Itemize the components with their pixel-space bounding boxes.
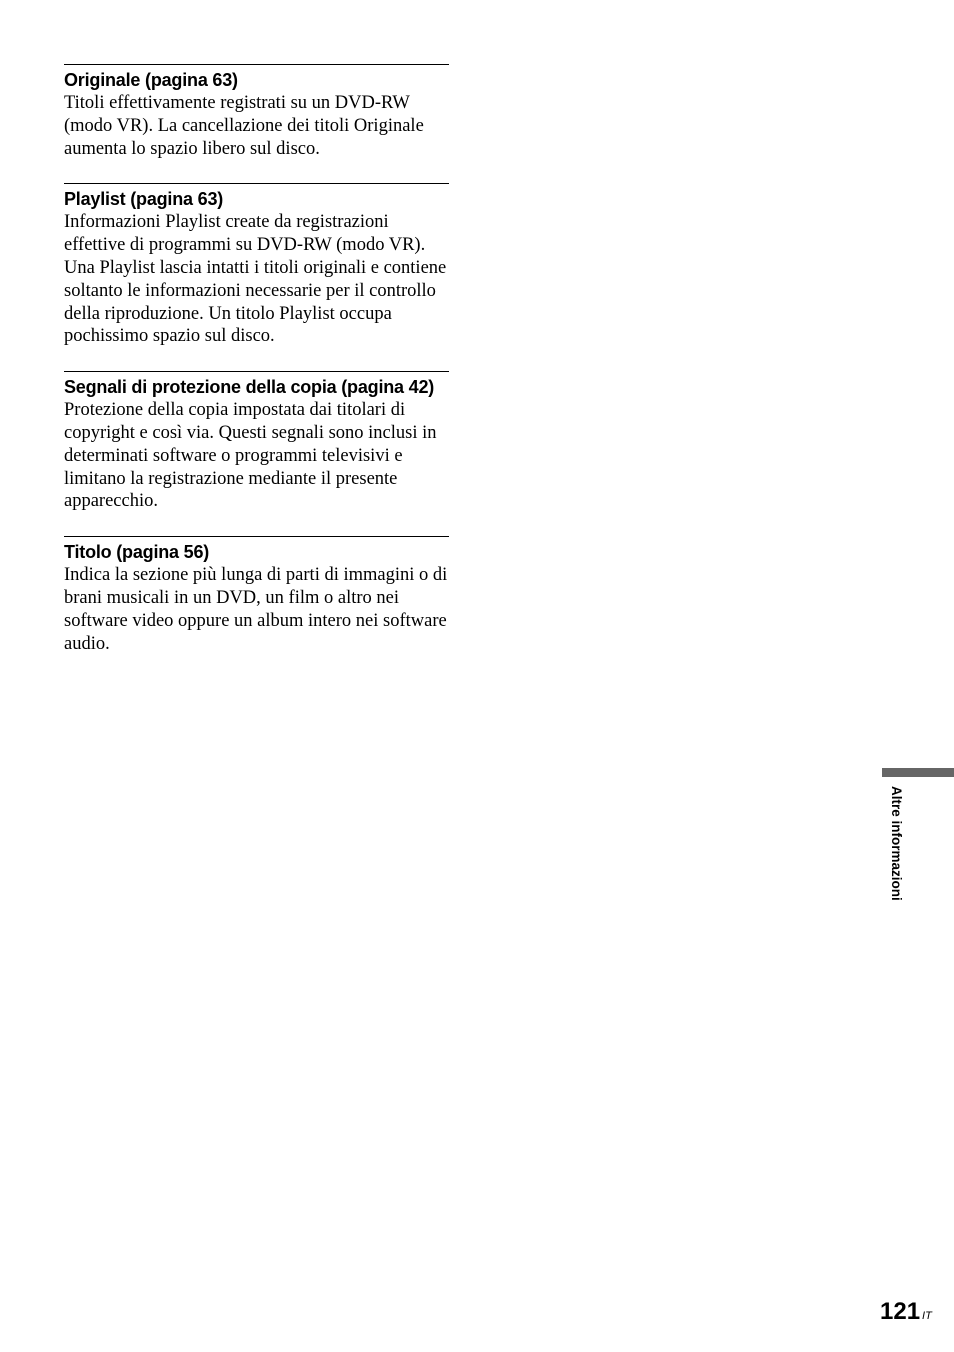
entry-heading: Titolo (pagina 56) bbox=[64, 542, 210, 563]
entry-text: Titoli effettivamente registrati su un DVD-RW (modo VR). La cancellazione dei titoli Originale aumenta lo spazio libero sul disco. bbox=[64, 93, 424, 159]
page-language-suffix: IT bbox=[922, 1310, 932, 1322]
entry-heading: Originale (pagina 63) bbox=[64, 70, 238, 90]
entry-text: Indica la sezione più lunga di parti di immagini o di brani musicali in un DVD, un film o altro nei software video oppure un album intero nei software audio. bbox=[64, 565, 448, 654]
page-number bbox=[880, 1296, 932, 1328]
entry-text: Informazioni Playlist create da registrazioni effettive di programmi su DVD-RW (modo VR). Una Playlist lascia intatti i titoli originali e contiene soltanto le informazioni necessarie per il controllo della riproduzione. Un titolo Playlist occupa pochissimo spazio sul disco. bbox=[64, 212, 447, 347]
glossary-entry-titolo bbox=[64, 536, 449, 655]
glossary-column bbox=[64, 64, 449, 678]
section-side-label: Altre informazioni bbox=[889, 786, 904, 901]
entry-text: Protezione della copia impostata dai titolari di copyright e così via. Questi segnali sono inclusi in determinati software o programmi televisivi e limitano la registrazione mediante il presente apparecchio. bbox=[64, 400, 437, 512]
entry-heading: Segnali di protezione della copia (pagina 42) bbox=[64, 377, 435, 398]
section-tab-bar bbox=[882, 768, 954, 777]
glossary-entry-playlist bbox=[64, 183, 449, 348]
entry-heading: Playlist (pagina 63) bbox=[64, 189, 224, 210]
glossary-entry-segnali bbox=[64, 371, 449, 513]
page-number-value: 121 bbox=[880, 1298, 921, 1325]
glossary-entry-originale bbox=[64, 64, 449, 160]
